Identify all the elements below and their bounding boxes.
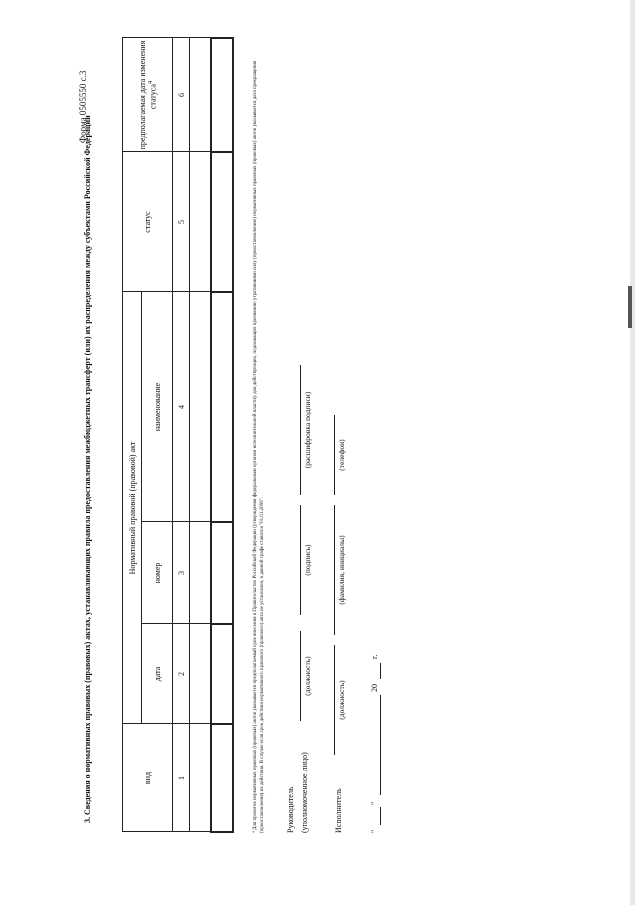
col-number-2: 2 bbox=[173, 624, 190, 724]
col-header-name: наименование bbox=[142, 292, 173, 522]
footnote-marker: 4 bbox=[146, 80, 154, 85]
decoding-caption: (расшифровка подписи) bbox=[303, 391, 312, 469]
table-cell bbox=[211, 522, 233, 624]
month-line bbox=[380, 695, 381, 795]
col-header-status-change-date bbox=[123, 38, 173, 152]
form-code: Форма 0505550 с.3 bbox=[78, 70, 88, 143]
col-header-date: дата bbox=[142, 624, 173, 724]
section-title: 3. Сведения о нормативных правовых (правовых) актах, устанавливающих правила предоставления межбюджетных трансферт (или) их распределения между субъектами Российской Федерации bbox=[83, 115, 92, 823]
col-header-status: статус bbox=[123, 152, 173, 292]
head-label: Руководитель bbox=[286, 786, 295, 833]
day-line bbox=[380, 807, 381, 825]
name-caption: (фамилия, инициалы) bbox=[337, 535, 346, 605]
table-cell bbox=[211, 38, 233, 152]
col-number-6: 6 bbox=[173, 38, 190, 152]
year-line bbox=[380, 663, 381, 679]
table-cell bbox=[190, 38, 212, 152]
phone-line bbox=[334, 415, 335, 495]
executor-position-caption: (должность) bbox=[337, 680, 346, 720]
executor-position-line bbox=[334, 645, 335, 755]
col-number-1: 1 bbox=[173, 724, 190, 832]
date-year-prefix: 20 bbox=[370, 684, 379, 692]
executor-label: Исполнитель bbox=[334, 788, 343, 833]
decoding-line bbox=[300, 365, 301, 495]
table-cell bbox=[211, 624, 233, 724]
col-number-5: 5 bbox=[173, 152, 190, 292]
table-cell bbox=[211, 292, 233, 522]
col-header-status-change-date-label: предполагаемая дата изменения статуса bbox=[137, 40, 158, 150]
date-quote-close: " bbox=[370, 801, 379, 805]
date-quote-open: " bbox=[370, 829, 379, 833]
footnote-text: ⁴ Для проектов нормативных правовых (правовых) актов указывается предполагаемый срок внесения в Правительство Российской Федерации (утверждения федеральным органом исполнительной власти); для действующих, подлежащих признанию утратившими силу (приостановлению) нормативных правовых (правовых) актов указывается дата прекращения (приостановления) их действия. В случае если срок действия нормативного правового (правового) акта не установлен, в данной графе ставится "01.01.2099". bbox=[253, 60, 265, 833]
signature-caption: (подпись) bbox=[303, 544, 312, 576]
table-cell bbox=[190, 292, 212, 522]
normative-acts-table bbox=[122, 37, 234, 833]
position-caption: (должность) bbox=[303, 656, 312, 696]
date-suffix: г. bbox=[370, 654, 379, 659]
table-cell bbox=[190, 724, 212, 832]
position-line bbox=[300, 631, 301, 721]
col-number-3: 3 bbox=[173, 522, 190, 624]
table-cell bbox=[211, 152, 233, 292]
phone-caption: (телефон) bbox=[337, 439, 346, 471]
signature-line bbox=[300, 505, 301, 615]
table-cell bbox=[190, 522, 212, 624]
col-header-number: номер bbox=[142, 522, 173, 624]
table-cell bbox=[190, 152, 212, 292]
table-cell bbox=[211, 724, 233, 832]
col-number-4: 4 bbox=[173, 292, 190, 522]
group-header-act: Нормативный правовой (правовой) акт bbox=[123, 292, 142, 724]
name-line bbox=[334, 505, 335, 635]
head-label-authorized: (уполномоченное лицо) bbox=[300, 752, 309, 833]
col-header-type: вид bbox=[123, 724, 173, 832]
table-cell bbox=[190, 624, 212, 724]
